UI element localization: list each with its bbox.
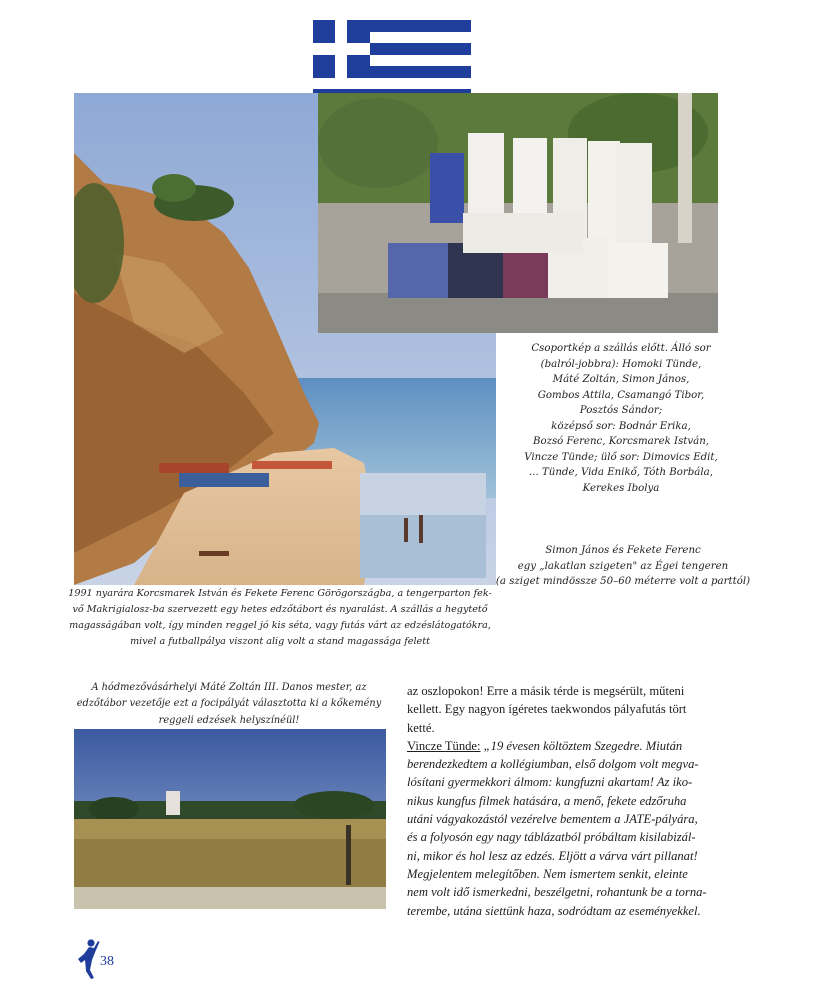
caption-line: középső sor: Bodnár Erika, [551, 420, 691, 432]
page-footer [76, 938, 136, 982]
caption-line: Csoportkép a szállás előtt. Álló sor [531, 343, 711, 354]
article-line: utáni vágyakozástól vezérelve bementem a JATE-pályára, [407, 812, 698, 827]
article-line: berendezkedtem a kollégiumban, első dolgom volt megva- [407, 757, 699, 772]
article-text [407, 682, 719, 920]
field-caption [70, 680, 388, 729]
article-line: Megjelentem melegítőben. Nem ismertem senkit, eleinte [407, 866, 688, 881]
article-line: nikus kungfus filmek hatására, a menő, fekete edzőruha [407, 793, 687, 808]
page-number: 38 [100, 954, 114, 969]
group-photo-caption [505, 341, 737, 496]
caption-line: A hódmezővásárhelyi Máté Zoltán III. Danos mester, az [91, 682, 367, 693]
caption-line: (a sziget mindössze 50–60 méterre volt a parttól) [495, 576, 751, 587]
speaker-name: Vincze Tünde: [407, 738, 481, 753]
article-line: kellett. Egy nagyon ígéretes taekwondos pályafutás tört [407, 702, 687, 717]
caption-line: Simon János és Fekete Ferenc [545, 545, 701, 556]
article-line: ketté. [407, 720, 435, 735]
caption-line: (balról-jobbra): Homoki Tünde, [540, 358, 702, 370]
island-caption [478, 543, 768, 590]
caption-line: 1991 nyarára Korcsmarek István és Fekete Ferenc Görögországba, a tengerparton fek- [68, 588, 492, 599]
caption-line: mivel a futballpálya viszont alig volt a stand magassága felett [130, 636, 430, 647]
caption-line: Kerekes Ibolya [582, 482, 660, 494]
caption-line: reggeli edzések helyszínéül! [158, 714, 300, 726]
article-line: lósítani gyermekkori álmom: kungfuzni akartam! Az iko- [407, 775, 693, 790]
article-line: ni, mikor és hol lesz az edzés. Eljött a várva várt pillanat! [407, 848, 698, 863]
martial-arts-kick-icon [76, 938, 100, 980]
article-line: az oszlopokon! Erre a másik térde is megsérült, műteni [407, 684, 685, 698]
quote-start-line [407, 737, 719, 755]
caption-line: Bozsó Ferenc, Korcsmarek István, [532, 436, 710, 447]
beach-caption [30, 586, 530, 650]
article-line: és a folyosón egy nagy táblázatból próbáltam kisilabizál- [407, 830, 696, 845]
article-line: nem volt idő ismerkedni, beszélgetni, rohantunk be a torna- [407, 885, 707, 900]
caption-line: Vincze Tünde; ülő sor: Dimovics Edit, [524, 451, 718, 463]
quote-text: „19 évesen költöztem Szegedre. Miután [480, 738, 683, 753]
football-field-photo [74, 729, 386, 909]
caption-line: vő Makrigialosz-ba szervezett egy hetes edzőtábort és nyaralást. A szállás a hegytető [72, 604, 488, 615]
caption-line: Posztós Sándor; [579, 405, 663, 416]
article-line: terembe, utána siettünk haza, sodródtam az eseményekkel. [407, 903, 701, 918]
caption-line: egy „lakatlan szigeten" az Égei tengeren [517, 560, 729, 572]
caption-line: Gombos Attila, Csamangó Tibor, [537, 389, 705, 401]
caption-line: ... Tünde, Vida Enikő, Tóth Borbála, [529, 467, 713, 478]
caption-line: magasságában volt, így minden reggel jó kis séta, vagy futás várt az edzéslátogatókra, [69, 620, 491, 631]
group-photo [318, 93, 718, 333]
caption-line: Máté Zoltán, Simon János, [552, 374, 690, 385]
caption-line: edzőtábor vezetője ezt a focipályát választotta ki a kőkemény [76, 698, 382, 710]
